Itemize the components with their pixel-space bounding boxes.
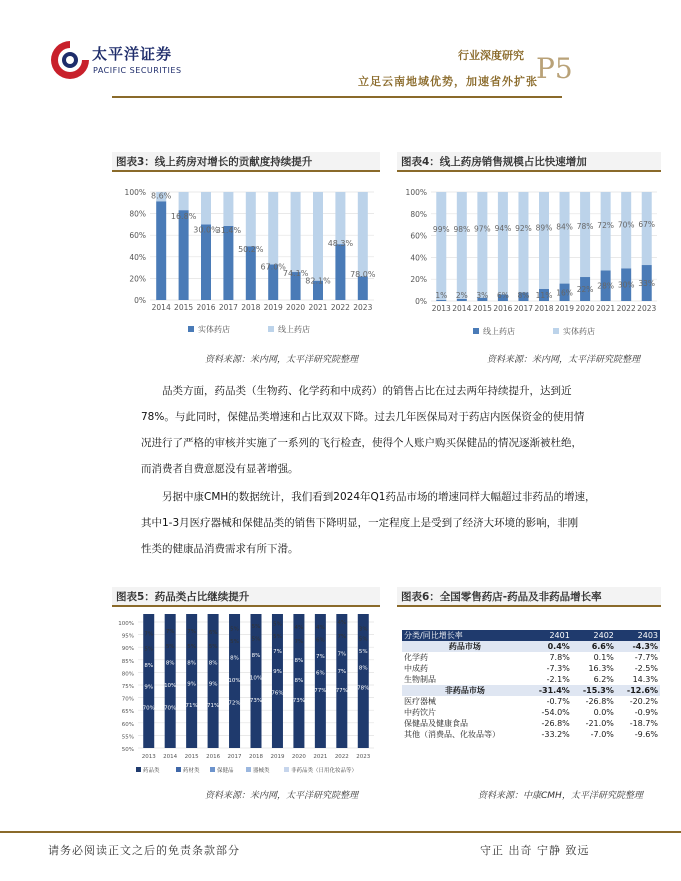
- x-tick-label: 2017: [513, 304, 534, 313]
- data-label: 71%: [206, 703, 220, 710]
- data-label: 89%: [535, 223, 553, 233]
- figure-5-chart: [112, 614, 380, 780]
- table-cell: 中成药: [404, 664, 428, 673]
- paragraph-1-line: 而消费者自费意愿没有显著增强。: [141, 463, 299, 475]
- y-tick-label: 60%: [410, 231, 427, 241]
- legend-swatch: [268, 326, 274, 332]
- table-cell: 医疗器械: [404, 697, 436, 706]
- table-cell: 0.4%: [528, 641, 572, 652]
- table-cell: -54.0%: [541, 708, 570, 717]
- data-label: 77%: [335, 688, 348, 695]
- report-type: 行业深度研究: [458, 49, 524, 62]
- x-tick-label: 2022: [330, 303, 350, 312]
- data-label: 7%: [337, 669, 347, 676]
- data-label: 94%: [494, 224, 512, 234]
- x-tick-label: 2022: [334, 754, 349, 760]
- data-label: 3%: [358, 626, 368, 633]
- y-tick-label: 85%: [121, 658, 134, 665]
- data-label: 5%: [187, 643, 197, 650]
- bar-segment: [539, 192, 549, 289]
- bar-segment: [315, 614, 326, 748]
- data-label: 7%: [337, 633, 347, 640]
- data-label: 31.4%: [215, 225, 242, 235]
- data-label: 70%: [617, 220, 635, 230]
- bar-segment: [223, 226, 233, 300]
- bar-segment: [457, 192, 467, 299]
- y-tick-label: 55%: [121, 734, 134, 741]
- data-label: 73%: [292, 698, 306, 705]
- table-row: [402, 652, 660, 663]
- table-cell: -33.2%: [541, 730, 570, 739]
- data-label: 7%: [165, 628, 175, 635]
- x-tick-label: 2015: [174, 303, 194, 312]
- table-row: [402, 674, 660, 685]
- x-tick-label: 2017: [227, 754, 242, 760]
- y-tick-label: 65%: [121, 709, 134, 716]
- data-label: 7%: [144, 631, 154, 638]
- y-tick-label: 20%: [129, 274, 146, 284]
- data-label: 5%: [251, 623, 261, 630]
- x-tick-label: 2016: [493, 304, 513, 313]
- data-label: 82.1%: [305, 276, 331, 286]
- bar-segment: [313, 192, 323, 281]
- table-row: [402, 685, 660, 696]
- x-tick-label: 2023: [637, 304, 657, 313]
- table-row: [402, 696, 660, 707]
- x-tick-label: 2018: [534, 304, 554, 313]
- report-subtitle: 立足云南地域优势，加速省外扩张: [358, 75, 538, 88]
- data-label: 5%: [273, 633, 282, 640]
- table-row: [402, 729, 660, 740]
- data-label: 6%: [315, 670, 325, 677]
- figure-4: [397, 152, 661, 172]
- x-tick-label: 2015: [472, 304, 492, 313]
- paragraph-1-line: 78%。与此同时，保健品类增速和占比双双下降。过去几年医保局对于药店内医保资金的使用情: [141, 411, 585, 423]
- table-cell: -26.8%: [585, 697, 614, 706]
- data-label: 4%: [337, 620, 347, 626]
- bar-segment: [201, 192, 211, 224]
- data-label: 5%: [230, 638, 239, 645]
- data-label: 2%: [455, 291, 468, 300]
- data-label: 7%: [273, 648, 282, 655]
- table-cell: -0.9%: [634, 708, 658, 717]
- footer-motto: 守正 出奇 宁静 致远: [480, 844, 590, 857]
- data-label: 9%: [208, 681, 218, 688]
- legend-label: 药材类: [183, 768, 200, 774]
- y-tick-label: 95%: [121, 633, 134, 640]
- y-tick-label: 40%: [410, 253, 427, 263]
- data-label: 70%: [164, 705, 177, 712]
- data-label: 16.8%: [170, 212, 197, 222]
- legend-swatch: [136, 767, 141, 772]
- table-cell: -7.0%: [590, 730, 614, 739]
- bar-segment: [358, 192, 368, 276]
- x-tick-label: 2015: [184, 754, 199, 760]
- data-label: 8%: [230, 655, 239, 662]
- bar-segment: [477, 192, 487, 298]
- figure-4-title: 图表4：线上药房销售规模占比快速增加: [397, 152, 661, 172]
- data-label: 9%: [144, 684, 154, 691]
- bar-segment: [358, 276, 368, 300]
- table-cell: 保健品及健康食品: [404, 719, 468, 728]
- data-label: 84%: [556, 222, 573, 232]
- table-cell: -4.3%: [616, 641, 660, 652]
- x-tick-label: 2013: [431, 304, 451, 313]
- figure-3-source: 资料来源：米内网，太平洋研究院整理: [205, 355, 359, 365]
- table-cell: 0.0%: [593, 708, 614, 717]
- y-tick-label: 20%: [410, 275, 427, 285]
- data-label: 28%: [597, 281, 614, 291]
- data-label: 30.0%: [193, 225, 219, 235]
- bar-segment: [268, 192, 278, 264]
- x-tick-label: 2023: [356, 754, 371, 760]
- table-row: [402, 718, 660, 729]
- y-tick-label: 80%: [121, 671, 134, 678]
- data-label: 8%: [358, 665, 368, 672]
- figure-5: [112, 587, 380, 607]
- y-tick-label: 0%: [134, 296, 146, 305]
- x-tick-label: 2016: [196, 303, 216, 312]
- table-cell: 6.2%: [593, 675, 614, 684]
- data-label: 71%: [185, 703, 198, 710]
- legend-label: 药品类: [143, 768, 160, 774]
- bar-segment: [560, 192, 570, 284]
- legend-label: 实体药店: [563, 327, 595, 336]
- table-cell: 其他（消费品、化妆品等）: [404, 730, 500, 739]
- paragraph-2: [141, 484, 621, 562]
- data-label: 6%: [208, 630, 218, 637]
- page-header: [0, 0, 681, 100]
- data-label: 30%: [617, 280, 635, 290]
- table-cell: -15.3%: [572, 685, 616, 696]
- x-tick-label: 2014: [452, 304, 472, 313]
- table-cell: 非药品市场: [402, 685, 528, 696]
- paragraph-2-line: 性类的健康品消费需求有所下滑。: [141, 543, 299, 555]
- y-tick-label: 0%: [415, 297, 427, 306]
- data-label: 7%: [315, 654, 325, 661]
- data-label: 5%: [358, 648, 368, 655]
- data-label: 78%: [357, 685, 370, 692]
- x-tick-label: 2019: [554, 304, 575, 313]
- x-tick-label: 2018: [249, 754, 263, 760]
- table-header-cell: 2401: [528, 630, 572, 641]
- x-tick-label: 2021: [308, 303, 328, 312]
- x-tick-label: 2016: [206, 754, 221, 760]
- data-label: 5%: [165, 643, 175, 650]
- table-cell: -7.7%: [634, 653, 658, 662]
- figure-3-title: 图表3：线上药房对增长的贡献度持续提升: [112, 152, 380, 172]
- x-tick-label: 2023: [353, 303, 373, 312]
- table-row: [402, 707, 660, 718]
- data-label: 72%: [597, 220, 614, 230]
- legend-swatch: [246, 767, 251, 772]
- table-row: [402, 641, 660, 652]
- table-cell: -26.8%: [541, 719, 570, 728]
- bar-segment: [179, 210, 189, 300]
- footer-disclaimer: 请务必阅读正文之后的免责条款部分: [48, 844, 240, 857]
- data-label: 67.0%: [260, 262, 286, 272]
- y-tick-label: 100%: [405, 188, 427, 197]
- table-cell: -0.7%: [546, 697, 570, 706]
- figure-6-table: [402, 630, 660, 740]
- y-tick-label: 80%: [410, 209, 427, 219]
- paragraph-1-line: 品类方面，药品类（生物药、化学药和中成药）的销售占比在过去两年持续提升，达到近: [162, 385, 572, 397]
- data-label: 10%: [249, 675, 263, 682]
- paragraph-1: [141, 378, 621, 482]
- data-label: 11%: [535, 291, 553, 300]
- x-tick-label: 2018: [241, 303, 261, 312]
- table-cell: -2.1%: [546, 675, 570, 684]
- data-label: 50.2%: [238, 245, 264, 255]
- table-header-row: [402, 630, 660, 641]
- x-tick-label: 2020: [291, 754, 306, 760]
- paragraph-2-line: 其中1-3月医疗器械和保健品类的销售下降明显，一定程度上是受到了经济大环境的影响，非刚: [141, 517, 579, 529]
- figure-3: [112, 152, 380, 172]
- x-tick-label: 2014: [151, 303, 171, 312]
- bar-segment: [518, 192, 528, 292]
- legend-label: 线上药店: [278, 325, 310, 334]
- data-label: 8%: [165, 660, 175, 667]
- paragraph-1-line: 况进行了严格的审核并实施了一系列的飞行检查，使得个人账户购买保健品的情况逐渐被杜绝，: [141, 437, 582, 449]
- legend-swatch: [284, 767, 289, 772]
- table-header-cell: 分类/同比增长率: [402, 630, 528, 641]
- y-tick-label: 60%: [121, 721, 134, 728]
- x-tick-label: 2020: [286, 303, 306, 312]
- data-label: 67%: [638, 220, 656, 230]
- data-label: 8.6%: [151, 191, 172, 201]
- data-label: 8%: [251, 652, 261, 659]
- data-label: 3%: [476, 291, 489, 300]
- data-label: 10%: [228, 677, 241, 684]
- data-label: 7%: [294, 638, 304, 645]
- data-label: 73%: [249, 698, 263, 705]
- data-label: 9%: [273, 669, 282, 676]
- data-label: 97%: [474, 224, 491, 234]
- data-label: 4%: [315, 625, 325, 632]
- figure-3-chart: [112, 180, 380, 340]
- table-header-cell: 2402: [572, 630, 616, 641]
- legend-swatch: [176, 767, 181, 772]
- data-label: 8%: [517, 291, 530, 300]
- figure-5-source: 资料来源：米内网，太平洋研究院整理: [205, 791, 359, 801]
- legend-swatch: [553, 328, 559, 334]
- data-label: 33%: [638, 279, 656, 289]
- x-tick-label: 2014: [163, 754, 178, 760]
- y-tick-label: 50%: [121, 747, 134, 753]
- legend-label: 非药品类（日用化妆品等）: [291, 768, 358, 774]
- table-cell: 14.3%: [632, 675, 658, 684]
- data-label: 78%: [576, 221, 594, 231]
- pacific-securities-logo: [48, 38, 92, 82]
- legend-label: 器械类: [253, 768, 270, 774]
- table-cell: -31.4%: [528, 685, 572, 696]
- data-label: 16%: [556, 288, 573, 298]
- bar-segment: [179, 192, 189, 210]
- data-label: 6%: [496, 291, 509, 300]
- bar-segment: [498, 192, 508, 294]
- bar-segment: [335, 192, 345, 244]
- table-cell: 0.1%: [593, 653, 614, 662]
- figure-5-title: 图表5：药品类占比继续提升: [112, 587, 380, 607]
- table-cell: 中药饮片: [404, 708, 436, 717]
- bar-segment: [621, 192, 631, 268]
- y-tick-label: 40%: [129, 252, 146, 262]
- data-label: 10%: [164, 683, 177, 689]
- figure-6-source: 资料来源：中康CMH，太平洋研究院整理: [478, 791, 643, 801]
- data-label: 99%: [432, 224, 450, 234]
- table-cell: 16.3%: [588, 664, 614, 673]
- data-label: 72%: [228, 700, 241, 707]
- x-tick-label: 2022: [616, 304, 636, 313]
- data-label: 5%: [251, 636, 261, 643]
- legend-swatch: [188, 326, 194, 332]
- x-tick-label: 2019: [263, 303, 283, 312]
- table-header-cell: 2403: [616, 630, 660, 641]
- legend-label: 实体药店: [198, 325, 230, 334]
- data-label: 5%: [208, 643, 218, 650]
- data-label: 98%: [453, 224, 471, 234]
- table-cell: 7.8%: [549, 653, 570, 662]
- table-cell: -18.7%: [629, 719, 658, 728]
- y-tick-label: 80%: [129, 209, 146, 219]
- table-cell: 药品市场: [402, 641, 528, 652]
- bar-segment: [601, 192, 611, 270]
- data-label: 9%: [187, 681, 197, 688]
- data-label: 92%: [515, 223, 532, 233]
- y-tick-label: 75%: [121, 684, 134, 690]
- y-tick-label: 100%: [118, 621, 134, 627]
- bar-segment: [291, 192, 301, 272]
- x-tick-label: 2021: [313, 754, 328, 760]
- legend-swatch: [210, 767, 215, 772]
- table-cell: -9.6%: [634, 730, 658, 739]
- bar-segment: [246, 192, 256, 246]
- y-tick-label: 70%: [121, 696, 134, 703]
- data-label: 5%: [230, 626, 239, 633]
- data-label: 22%: [576, 285, 594, 295]
- table-cell: 生物制品: [404, 675, 436, 684]
- legend-label: 线上药店: [483, 327, 515, 336]
- footer-divider: [0, 831, 681, 833]
- bar-segment: [358, 614, 369, 748]
- header-divider: [112, 96, 562, 98]
- data-label: 5%: [144, 646, 154, 653]
- x-tick-label: 2017: [218, 303, 238, 312]
- figure-4-chart: [397, 180, 661, 340]
- table-cell: -21.0%: [585, 719, 614, 728]
- bar-segment: [246, 246, 256, 300]
- data-label: 7%: [337, 651, 347, 658]
- data-label: 7%: [187, 628, 197, 635]
- data-label: 6%: [315, 637, 325, 644]
- paragraph-2-line: 另据中康CMH的数据统计，我们看到2024年Q1药品市场的增速同样大幅超过非药品的增速，: [162, 491, 596, 503]
- x-tick-label: 2019: [270, 754, 285, 760]
- bar-segment: [335, 244, 345, 300]
- data-label: 5%: [273, 621, 282, 628]
- data-label: 1%: [435, 291, 448, 300]
- legend-label: 保健品: [217, 768, 234, 774]
- data-label: 8%: [208, 660, 218, 667]
- brand-name-en: PACIFIC SECURITIES: [93, 66, 182, 75]
- data-label: 77%: [314, 688, 327, 695]
- table-cell: -20.2%: [629, 697, 658, 706]
- figure-4-source: 资料来源：米内网，太平洋研究院整理: [487, 355, 641, 365]
- bar-segment: [201, 224, 211, 300]
- x-tick-label: 2021: [596, 304, 616, 313]
- data-label: 4%: [294, 625, 304, 632]
- data-label: 48.3%: [327, 239, 354, 249]
- table-cell: -2.5%: [634, 664, 658, 673]
- data-label: 8%: [144, 662, 154, 669]
- table-cell: -12.6%: [616, 685, 660, 696]
- bar-segment: [580, 192, 590, 277]
- y-tick-label: 100%: [124, 188, 146, 197]
- bar-segment: [156, 201, 166, 300]
- bar-segment: [436, 300, 446, 301]
- table-cell: 化学药: [404, 653, 428, 662]
- y-tick-label: 90%: [121, 646, 134, 653]
- bar-segment: [223, 192, 233, 226]
- x-tick-label: 2013: [141, 754, 156, 760]
- bar-segment: [436, 192, 446, 300]
- y-tick-label: 60%: [129, 231, 146, 241]
- table-cell: 6.6%: [572, 641, 616, 652]
- data-label: 8%: [294, 677, 304, 684]
- data-label: 78.0%: [350, 270, 376, 280]
- data-label: 74.1%: [282, 269, 309, 279]
- x-tick-label: 2020: [575, 304, 595, 313]
- legend-swatch: [473, 328, 479, 334]
- data-label: 70%: [142, 705, 155, 712]
- page-number: P5: [536, 52, 573, 85]
- table-row: [402, 663, 660, 674]
- data-label: 8%: [187, 660, 197, 667]
- data-label: 5%: [358, 636, 368, 643]
- brand-name-cn: 太平洋证券: [92, 45, 173, 63]
- figure-6: [397, 587, 661, 607]
- data-label: 8%: [294, 657, 304, 664]
- data-label: 76%: [271, 690, 284, 697]
- table-cell: -7.3%: [546, 664, 570, 673]
- figure-6-title: 图表6：全国零售药店-药品及非药品增长率: [397, 587, 661, 607]
